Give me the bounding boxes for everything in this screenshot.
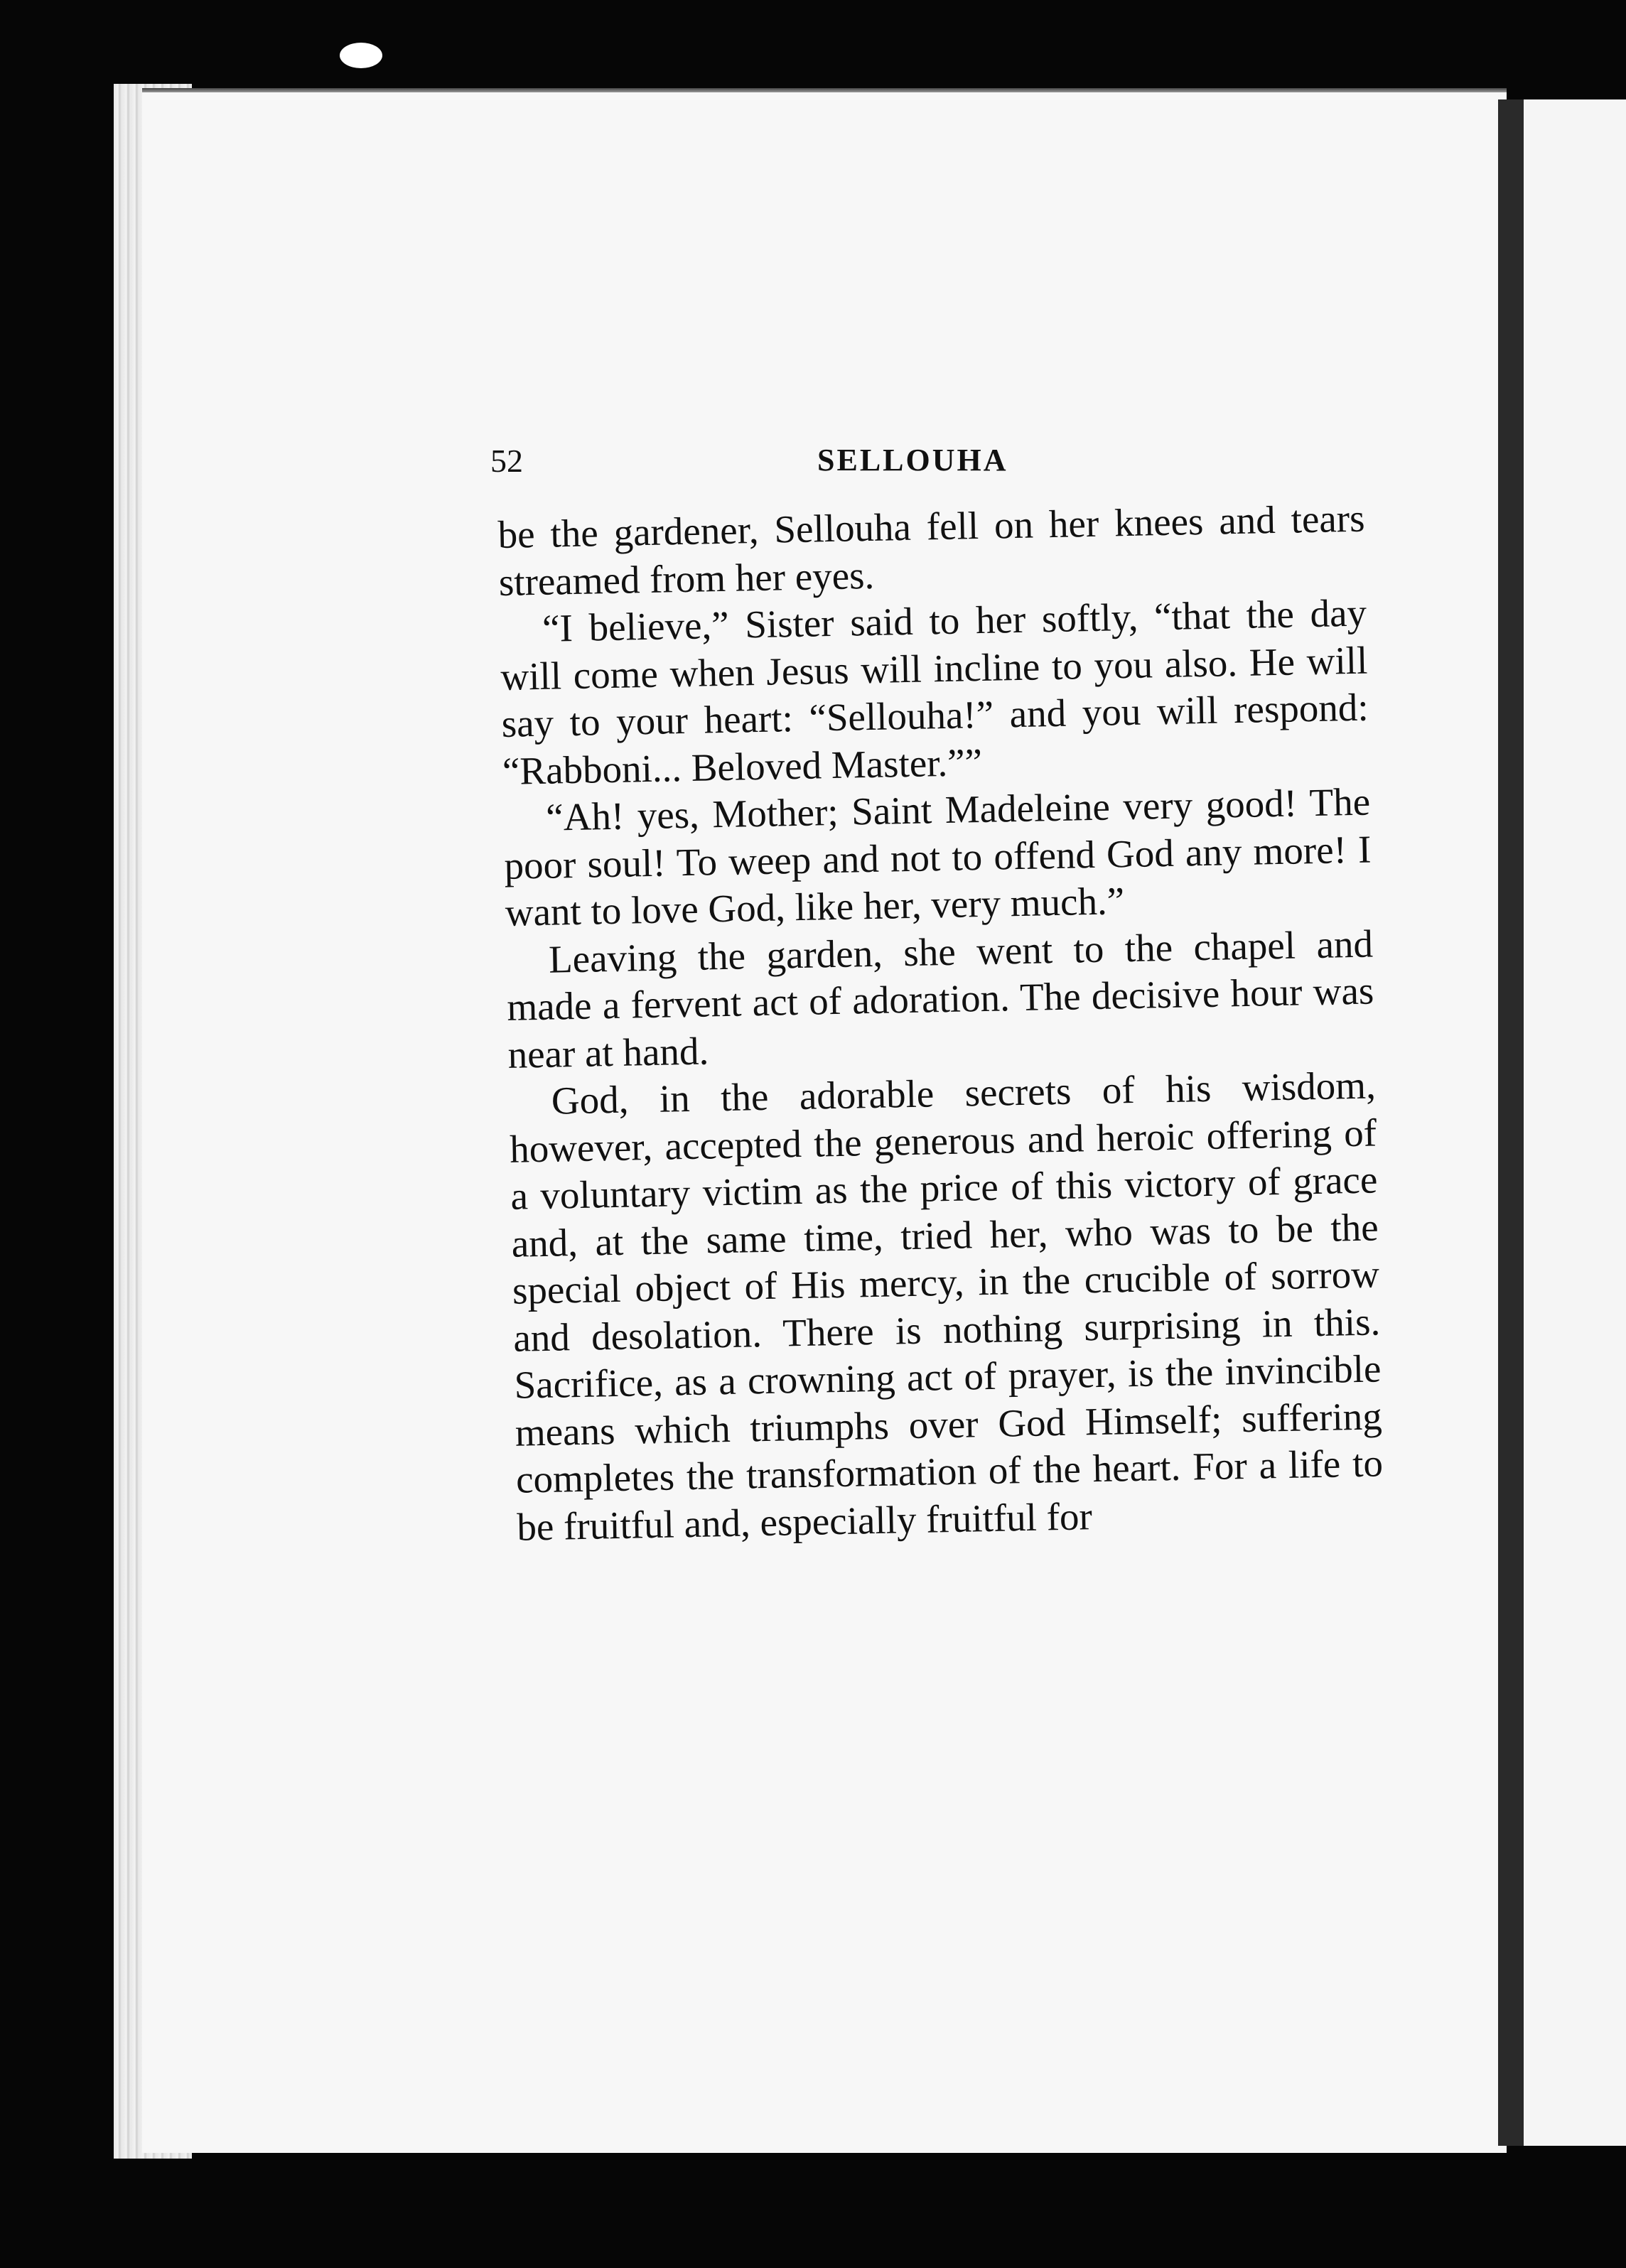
film-speck bbox=[340, 43, 382, 68]
paragraph: “I believe,” Sister said to her softly, “that the day will come when Jesus will incline to you also. He will say to your heart: “Sellouha!” and you will respond: “Rabboni... Beloved Master.”” bbox=[500, 590, 1369, 793]
page-header bbox=[490, 439, 1372, 482]
paragraph: Leaving the garden, she went to the chapel and made a fervent act of adoration. The decisive hour was near at hand. bbox=[506, 921, 1374, 1076]
page-number: 52 bbox=[490, 443, 523, 479]
paragraph: be the gardener, Sellouha fell on her knees and tears streamed from her eyes. bbox=[497, 496, 1365, 604]
running-title: SELLOUHA bbox=[817, 443, 1008, 477]
paragraph: “Ah! yes, Mother; Saint Madeleine very good! The poor soul! To weep and not to offend God any more! I want to love God, like her, very much.” bbox=[503, 779, 1372, 934]
body-text bbox=[497, 495, 1384, 1551]
book-spine-shadow bbox=[1498, 99, 1524, 2146]
paragraph: God, in the adorable secrets of his wisdom, however, accepted the generous and heroic offering of a voluntary victim as the price of this victory of grace and, at the same time, tried her, who was to be the special object of His mercy, in the crucible of sorrow and desolation. There is nothing surprising in this. Sacrifice, as a crowning act of prayer, is the invincible means which triumphs over God Himself; suffering completes the transformation of the heart. For a life to be fruitful and, especially fruitful for bbox=[509, 1063, 1384, 1549]
facing-page-edge bbox=[1524, 99, 1626, 2146]
